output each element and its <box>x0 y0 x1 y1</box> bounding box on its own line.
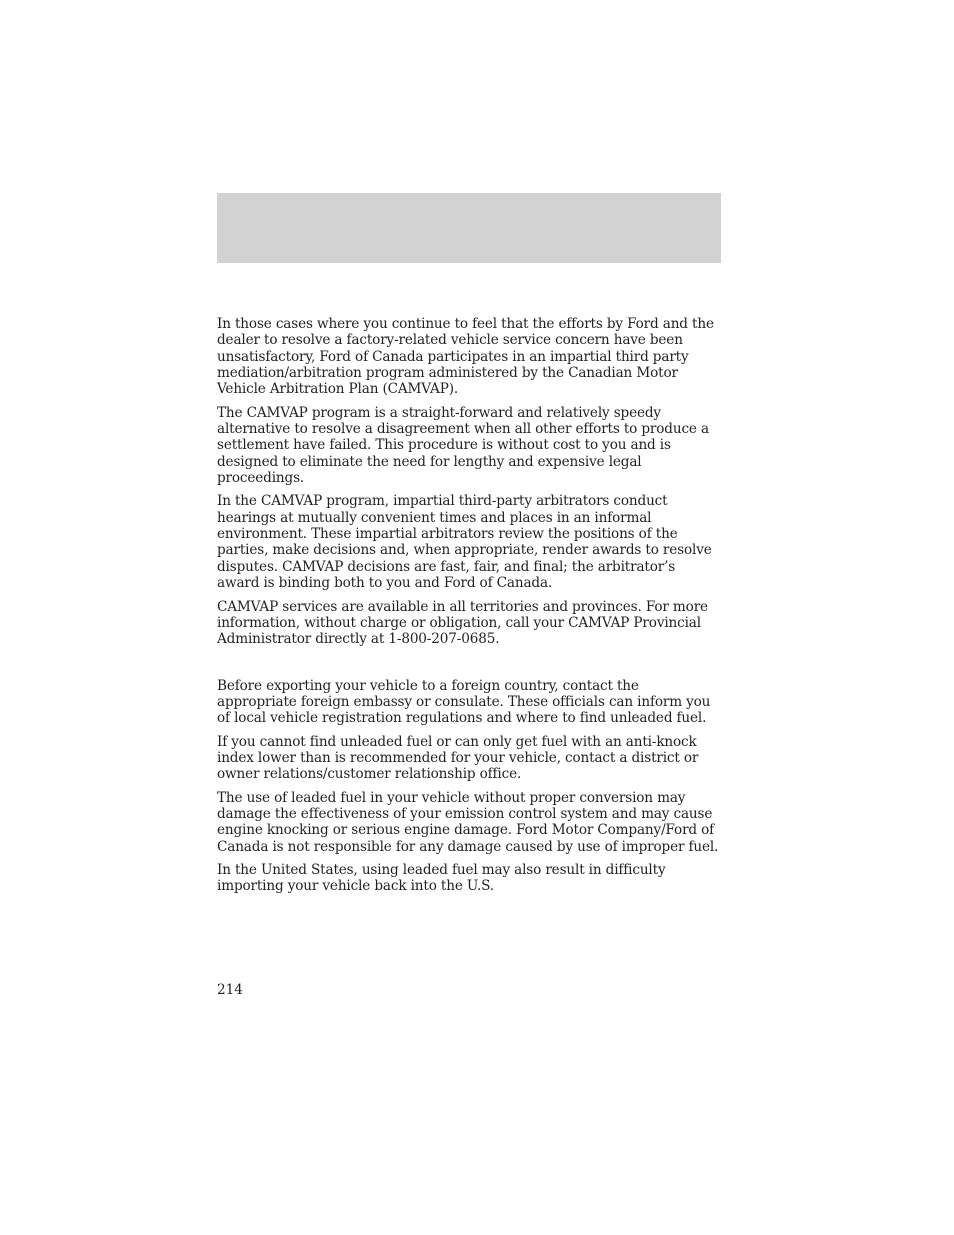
paragraph: Before exporting your vehicle to a foreign country, contact the appropriate foreign embassy or consulate. These officials can inform you of local vehicle registration regulations and where to find unleaded fuel. <box>217 677 711 727</box>
paragraph: The CAMVAP program is a straight-forward and relatively speedy alternative to resolve a disagreement when all other efforts to produce a settlement have failed. This procedure is without cost to you and is designed to eliminate the need for lengthy and expensive legal proceedings. <box>217 404 709 487</box>
paragraph: The use of leaded fuel in your vehicle without proper conversion may damage the effectiveness of your emission control system and may cause engine knocking or serious engine damage. Ford Motor Company/Ford of Canada is not responsible for any damage caused by use of improper fuel. <box>217 789 719 855</box>
camvap-section <box>217 316 721 648</box>
paragraph: If you cannot find unleaded fuel or can only get fuel with an anti-knock index lower than is recommended for your vehicle, contact a district or owner relations/customer relationship office. <box>217 733 699 783</box>
export-section <box>217 678 721 895</box>
page-number: 214 <box>217 982 243 998</box>
header-band <box>217 193 721 263</box>
paragraph: In those cases where you continue to feel that the efforts by Ford and the dealer to resolve a factory-related vehicle service concern have been unsatisfactory, Ford of Canada participates in an impartial third party mediation/arbitration program administered by the Canadian Motor Vehicle Arbitration Plan (CAMVAP). <box>217 316 714 398</box>
page-content <box>217 316 721 902</box>
paragraph: In the United States, using leaded fuel may also result in difficulty importing your vehicle back into the U.S. <box>217 861 666 895</box>
paragraph: CAMVAP services are available in all territories and provinces. For more information, without charge or obligation, call your CAMVAP Provincial Administrator directly at 1-800-207-0685. <box>217 598 708 648</box>
paragraph: In the CAMVAP program, impartial third-party arbitrators conduct hearings at mutually convenient times and places in an informal environment. These impartial arbitrators review the positions of the parties, make decisions and, when appropriate, render awards to resolve disputes. CAMVAP decisions are fast, fair, and final; the arbitrator’s award is binding both to you and Ford of Canada. <box>217 493 712 592</box>
